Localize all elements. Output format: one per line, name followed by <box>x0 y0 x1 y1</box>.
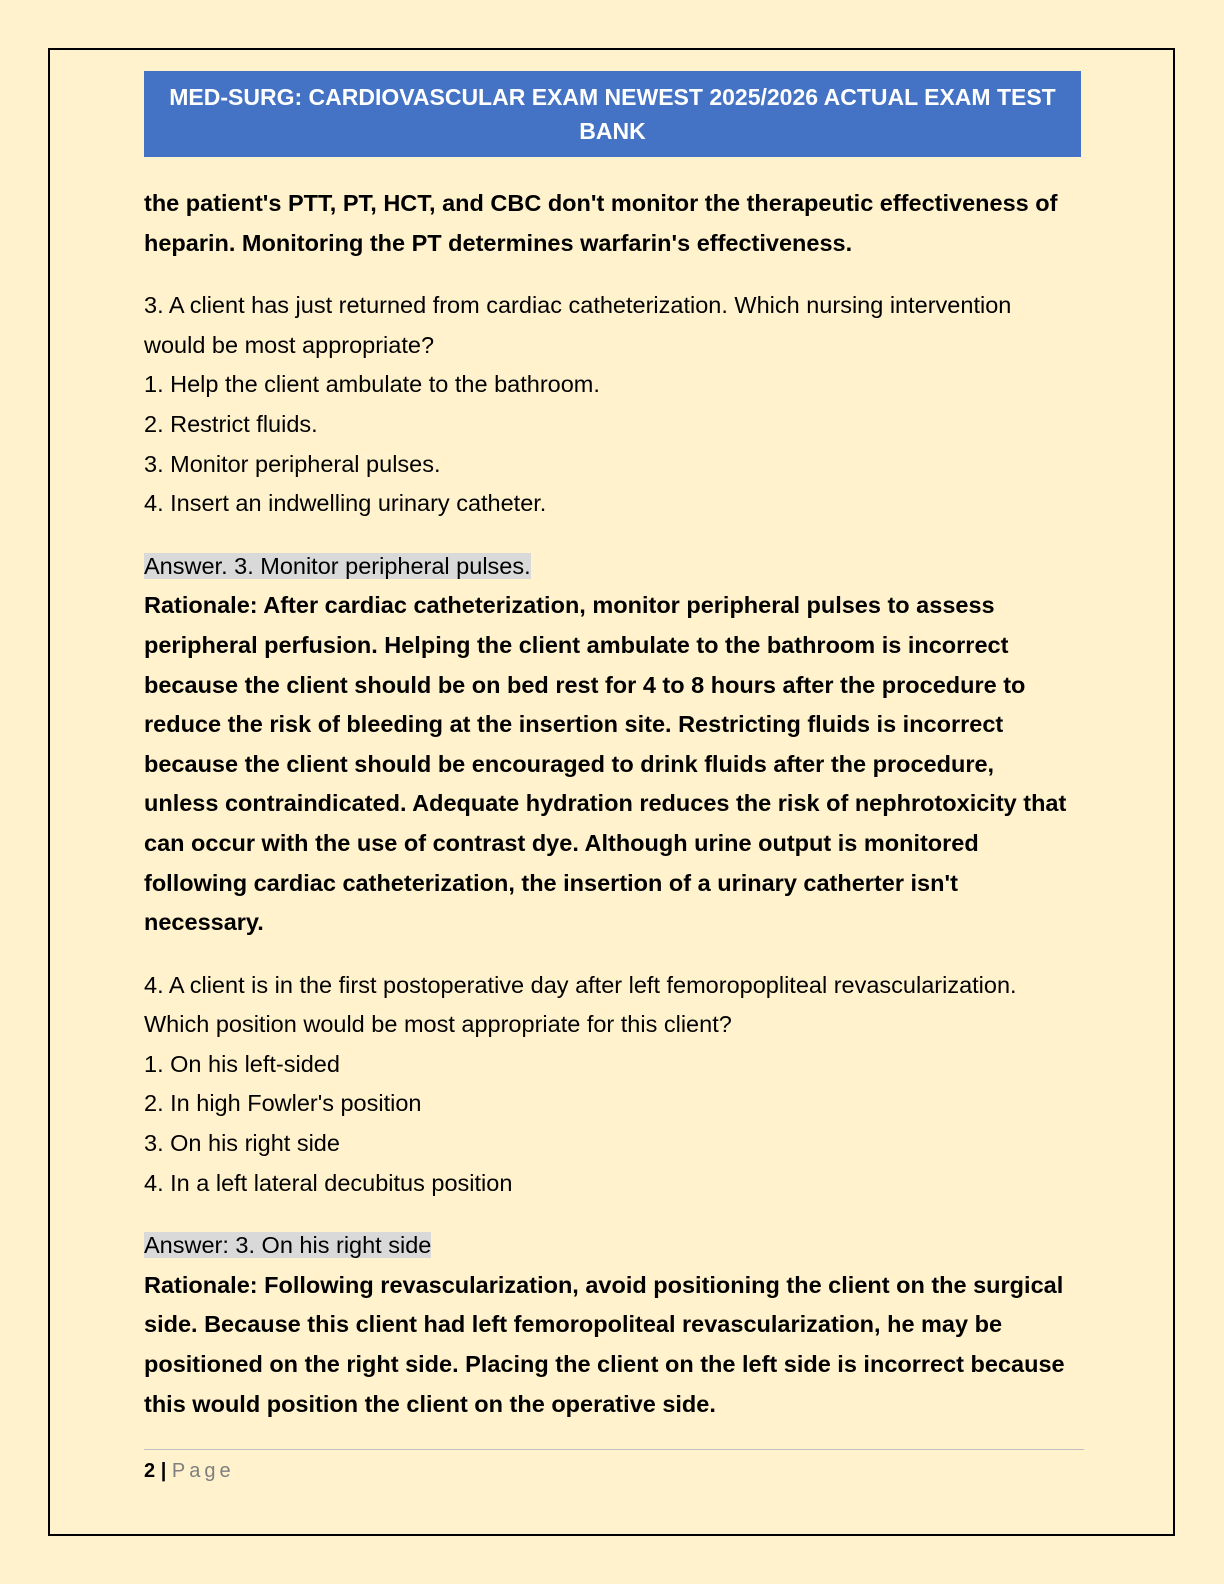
document-header <box>144 71 1081 157</box>
page-footer <box>144 1456 235 1486</box>
option-3: 3. On his right side <box>144 1130 340 1157</box>
document-body <box>144 184 1074 1424</box>
question-3 <box>144 286 1074 943</box>
option-1: 1. Help the client ambulate to the bathroom. <box>144 371 600 398</box>
answer-highlight: Answer. 3. Monitor peripheral pulses. <box>144 552 531 579</box>
rationale: Rationale: After cardiac catheterization, monitor peripheral pulses to assess peripheral perfusion. Helping the client ambulate to the bathroom is incorrect because the client should be on bed rest for 4 to 8 hours after the procedure to reduce the risk of bleeding at the insertion site. Restricting fluids is incorrect because the client should be encouraged to drink fluids after the procedure, unless contraindicated. Adequate hydration reduces the risk of nephrotoxicity that can occur with the use of contrast dye. Although urine output is monitored following cardiac catheterization, the insertion of a urinary catherter isn't necessary. <box>144 592 1067 936</box>
document-title: MED-SURG: CARDIOVASCULAR EXAM NEWEST 2025/2026 ACTUAL EXAM TEST BANK <box>169 84 1056 144</box>
option-4: 4. Insert an indwelling urinary catheter. <box>144 490 547 517</box>
option-1: 1. On his left-sided <box>144 1050 340 1077</box>
page-label: Page <box>171 1460 235 1482</box>
option-2: 2. Restrict fluids. <box>144 410 318 437</box>
rationale-continuation: the patient's PTT, PT, HCT, and CBC don't monitor the therapeutic effectiveness of heparin. Monitoring the PT determines warfarin's effectiveness. <box>144 190 1058 256</box>
answer-line <box>144 547 1074 587</box>
page-number: 2 <box>144 1460 156 1482</box>
rationale: Rationale: Following revascularization, avoid positioning the client on the surgical side. Because this client had left femoropoliteal revascularization, he may be positioned on the right side. Placing the client on the left side is incorrect because this would position the client on the operative side. <box>144 1271 1065 1417</box>
option-2: 2. In high Fowler's position <box>144 1090 422 1117</box>
question-4 <box>144 966 1074 1425</box>
option-3: 3. Monitor peripheral pulses. <box>144 450 441 477</box>
footer-separator: | <box>160 1460 167 1482</box>
question-stem: 4. A client is in the first postoperative day after left femoropopliteal revascularization. Which position would be most appropriate for this client? <box>144 971 1017 1038</box>
question-stem: 3. A client has just returned from cardiac catheterization. Which nursing intervention would be most appropriate? <box>144 292 1012 358</box>
answer-highlight: Answer: 3. On his right side <box>144 1232 432 1259</box>
answer-line <box>144 1226 1074 1266</box>
footer-divider <box>144 1449 1084 1450</box>
option-4: 4. In a left lateral decubitus position <box>144 1169 513 1196</box>
